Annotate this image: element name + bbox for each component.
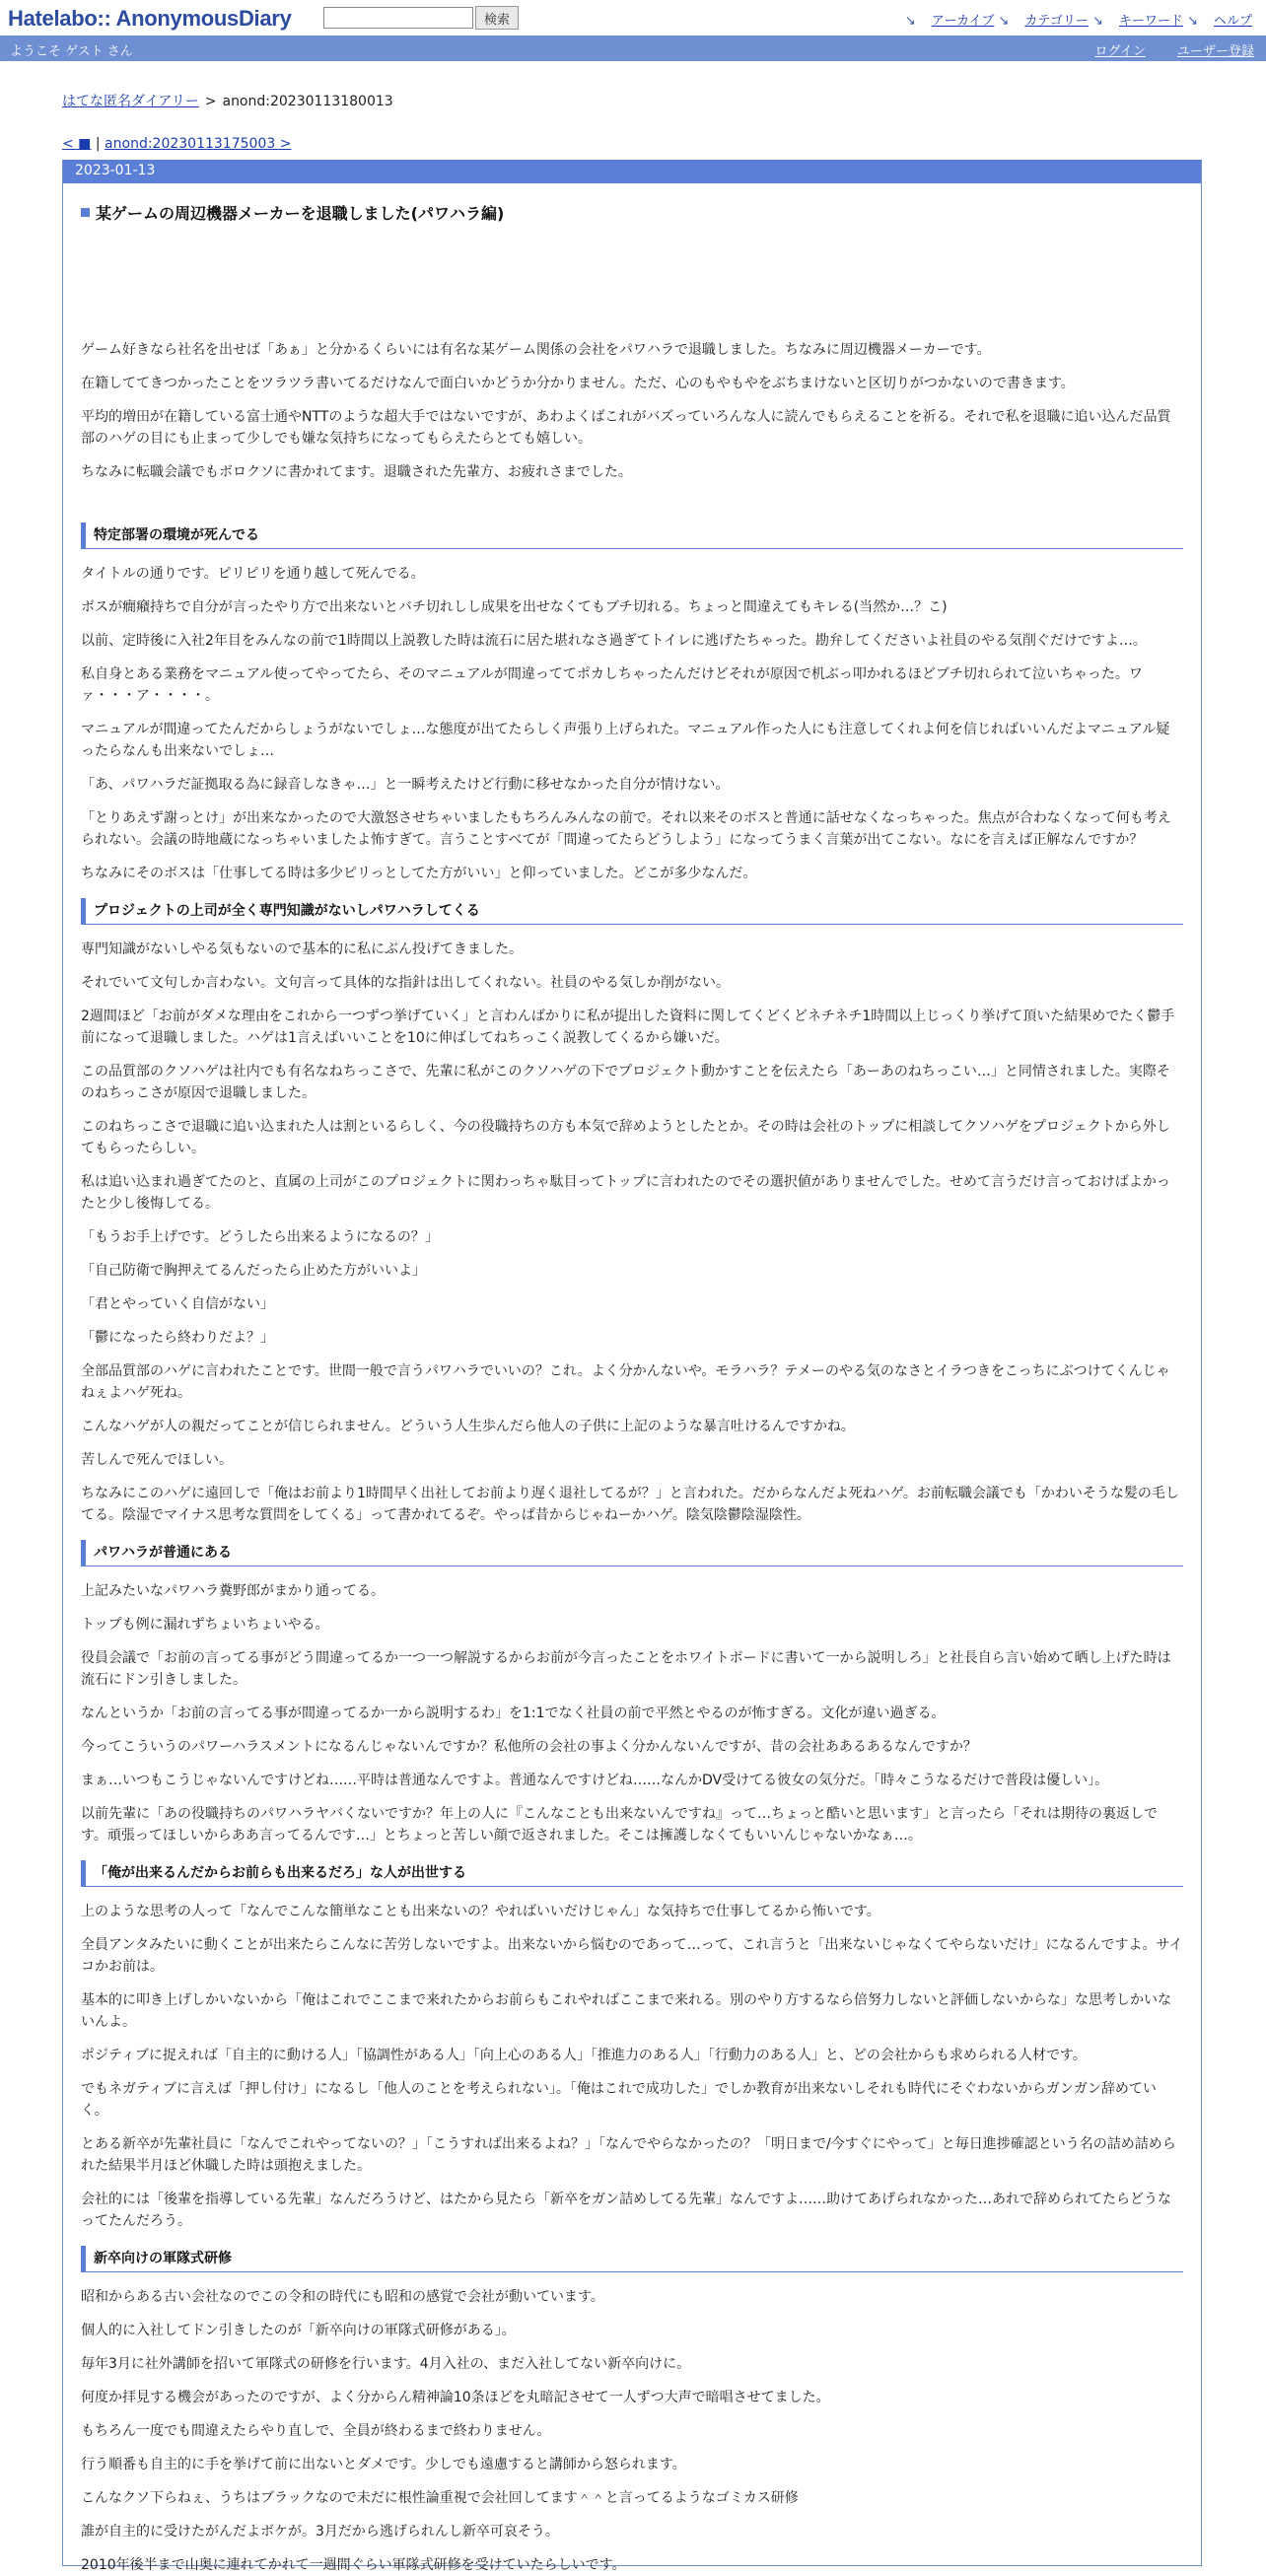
body-paragraph: 「もうお手上げです。どうしたら出来るようになるの？」 (81, 1229, 439, 1245)
body-paragraph: 誰が自主的に受けたがんだよボケが。3月だから逃げられんし新卒可哀そう。 (81, 2524, 559, 2540)
body-paragraph: 「君とやっていく自信がない」 (81, 1296, 274, 1312)
body-paragraph: それでいて文句しか言わない。文句言って具体的な指針は出してくれない。社員のやる気しか削がない。 (81, 975, 730, 991)
body-paragraph: 専門知識がないしやる気もないので基本的に私にぶん投げてきました。 (81, 941, 523, 957)
entry-title (81, 201, 1183, 224)
prev-entry-link[interactable]: < ■ (62, 136, 92, 152)
search-button[interactable]: 検索 (475, 6, 519, 30)
body-paragraph: タイトルの通りです。ピリピリを通り越して死んでる。 (81, 566, 425, 582)
body-paragraph: 何度か拝見する機会があったのですが、よく分からん精神論10条ほどを丸暗記させて一人ずつ大声で暗唱させてました。 (81, 2390, 830, 2405)
body-paragraph: こんなハゲが人の親だってことが信じられません。どういう人生歩んだら他人の子供に上記のような暴言吐けるんですかね。 (81, 1419, 855, 1434)
intro-paragraph: 在籍しててきつかったことをツラツラ書いてるだけなんで面白いかどうか分かりません。ただ、心のもやもやをぶちまけないと区切りがつかないので書きます。 (81, 376, 1075, 391)
body-paragraph: 2010年後半まで山奥に連れてかれて一週間ぐらい軍隊式研修を受けていたらしいです。 (81, 2557, 626, 2573)
body-paragraph: 以前、定時後に入社2年目をみんなの前で1時間以上説教した時は流石に居た堪れなさ過ぎてトイレに逃げたちゃった。勘弁してくださいよ社員のやる気削ぐだけですよ…。 (81, 633, 1147, 649)
body-paragraph: 昭和からある古い会社なのでこの令和の時代にも昭和の感覚で会社が動いています。 (81, 2289, 604, 2305)
title-square-icon[interactable] (81, 208, 90, 217)
body-paragraph: 「自己防衛で胸押えてるんだったら止めた方がいいよ」 (81, 1263, 426, 1279)
body-paragraph: 私は追い込まれ過ぎてたのと、直属の上司がこのプロジェクトに関わっちゃ駄目ってトップに言われたのでその選択値がありませんでした。せめて言うだけ言っておけばよかったと少し後悔してる。 (81, 1174, 1170, 1212)
register-link[interactable]: ユーザー登録 (1176, 44, 1254, 59)
next-entry-link[interactable]: anond:20230113175003 > (105, 136, 292, 152)
entry-title-text: 某ゲームの周辺機器メーカーを退職しました(パワハラ編) (96, 204, 505, 223)
section-heading: 特定部署の環境が死んでる (81, 522, 1183, 549)
breadcrumb (62, 91, 1266, 110)
site-logo[interactable]: Hatelabo:: AnonymousDiary (8, 6, 292, 31)
body-paragraph: 会社的には「後輩を指導している先輩」なんだろうけど、はたから見たら「新卒をガン詰めしてる先輩」なんですよ……助けてあげられなかった…あれで辞められてたらどうなってたんだろう。 (81, 2192, 1171, 2229)
body-paragraph: 毎年3月に社外講師を招いて軍隊式の研修を行います。4月入社の、まだ入社してない新卒向けに。 (81, 2356, 691, 2372)
global-header (0, 0, 1266, 35)
login-link[interactable]: ログイン (1094, 44, 1146, 59)
link-arrow-icon: ↘ (998, 14, 1010, 29)
body-paragraph: 私自身とある業務をマニュアル使ってやってたら、そのマニュアルが間違っててポカしちゃったんだけどそれが原因で机ぶっ叩かれるほどブチ切れられて泣いちゃった。ワァ・・・ア・・・・。 (81, 666, 1143, 704)
body-paragraph: まぁ…いつもこうじゃないんですけどね……平時は普通なんですよ。普通なんですけどね……なんかDV受けてる彼女の気分だ。「時々こうなるだけで普段は優しい」。 (81, 1773, 1109, 1788)
entry-section (62, 160, 1202, 2573)
breadcrumb-current: anond:20230113180013 (222, 94, 393, 109)
pager (62, 136, 1266, 152)
body-paragraph: 全部品質部のハゲに言われたことです。世間一般で言うパワハラでいいの？これ。よく分かんないや。モラハラ？テメーのやる気のなさとイラつきをこっちにぶつけてくんじゃねぇよハゲ死ね。 (81, 1363, 1170, 1401)
body-paragraph: 今ってこういうのパワーハラスメントになるんじゃないんですか？私他所の会社の事よく分かんないんですが、昔の会社ああるあるなんですか？ (81, 1739, 977, 1755)
section-heading: 新卒向けの軍隊式研修 (81, 2246, 1183, 2272)
top-nav (905, 10, 1252, 29)
category-link[interactable]: カテゴリー (1024, 14, 1089, 29)
body-paragraph: でもネガティブに言えば「押し付け」になるし「他人のことを考えられない」。「俺はこれで成功した」でしか教育が出来ないしそれも時代にそぐわないからガンガン辞めていく。 (81, 2081, 1157, 2119)
intro-paragraph: 平均的増田が在籍している富士通やNTTのような超大手ではないですが、あわよくばこれがバズっていろんな人に読んでもらえることを祈る。それで私を退職に追い込んだ品質部のハゲの目にも止まって少しでも嫌な気持ちになってもらえたらとても嬉しい。 (81, 409, 1171, 447)
archive-link[interactable]: アーカイブ (931, 14, 995, 29)
body-paragraph: 上記みたいなパワハラ糞野郎がまかり通ってる。 (81, 1583, 385, 1599)
body-paragraph: このねちっこさで退職に追い込まれた人は割といるらしく、今の役職持ちの方も本気で辞めようとしたとか。その時は会社のトップに相談してクソハゲをプロジェクトから外してもらったらしい。 (81, 1119, 1170, 1156)
keyword-link[interactable]: キーワード (1118, 14, 1183, 29)
pager-divider: | (95, 136, 101, 152)
intro-paragraph: ゲーム好きなら社名を出せば「あぁ」と分かるくらいには有名な某ゲーム関係の会社をパワハラで退職しました。ちなみに周辺機器メーカーです。 (81, 342, 991, 358)
body-paragraph: 個人的に入社してドン引きしたのが「新卒向けの軍隊式研修がある」。 (81, 2323, 516, 2338)
section-heading: 「俺が出来るんだからお前らも出来るだろ」な人が出世する (81, 1860, 1183, 1887)
body-paragraph: 「鬱になったら終わりだよ？」 (81, 1330, 274, 1346)
user-bar (0, 35, 1266, 61)
body-paragraph: 以前先輩に「あの役職持ちのパワハラヤバくないですか？年上の人に『こんなことも出来ないんですね』って…ちょっと酷いと思います」と言ったら「それは期待の裏返しです。頑張ってほしいからああ言ってるんです…」とちょっと苦しい顔で返されました。そこは擁護しなくてもいいんじゃないかなぁ…。 (81, 1806, 1158, 1844)
breadcrumb-separator: > (204, 94, 217, 109)
body-paragraph: ボスが癇癪持ちで自分が言ったやり方で出来ないとバチ切れしし成果を出せなくてもブチ切れる。ちょっと間違えてもキレる(当然か…？こ) (81, 599, 948, 615)
link-arrow-icon: ↘ (1092, 14, 1103, 29)
body-paragraph: 上のような思考の人って「なんでこんな簡単なことも出来ないの？やればいいだけじゃん」な気持ちで仕事してるから怖いです。 (81, 1904, 880, 1919)
body-paragraph: トップも例に漏れずちょいちょいやる。 (81, 1617, 329, 1633)
entry-intro (81, 339, 1183, 483)
body-paragraph: なんというか「お前の言ってる事が間違ってるか一から説明するわ」を1:1でなく社員の前で平然とやるのが怖すぎる。文化が違い過ぎる。 (81, 1706, 946, 1721)
help-link[interactable]: ヘルプ (1213, 14, 1252, 29)
section-heading: パワハラが普通にある (81, 1540, 1183, 1566)
body-paragraph: ちなみにこのハゲに遠回しで「俺はお前より1時間早く出社してお前より遅く退社してるが？」と言われた。だからなんだよ死ねハゲ。お前転職会議でも「かわいそうな髪の毛してる。陰湿でマイナス思考な質問をしてくる」って書かれてるぞ。やっぱ昔からじゃねーかハゲ。陰気陰鬱陰湿陰性。 (81, 1486, 1179, 1523)
body-paragraph: とある新卒が先輩社員に「なんでこれやってないの？」「こうすれば出来るよね？」「なんでやらなかったの？「明日まで/今すぐにやって」と毎日進捗確認という名の詰め詰められた結果半月ほど休職した時は頭抱えました。 (81, 2136, 1176, 2174)
entry-date: 2023-01-13 (63, 160, 1201, 183)
intro-paragraph: ちなみに転職会議でもボロクソに書かれてます。退職された先輩方、お疲れさまでした。 (81, 464, 632, 480)
body-paragraph: マニュアルが間違ってたんだからしょうがないでしょ…な態度が出てたらしく声張り上げられた。マニュアル作った人にも注意してくれよ何を信じればいいんだよマニュアル疑ったらなんも出来ないでしょ… (81, 722, 1170, 759)
body-paragraph: この品質部のクソハゲは社内でも有名なねちっこさで、先輩に私がこのクソハゲの下でプロジェクト動かすことを伝えたら「あーあのねちっこい…」と同情されました。実際そのねちっこさが原因で退職しました。 (81, 1064, 1170, 1101)
link-arrow-icon: ↘ (904, 14, 916, 29)
welcome-text: ようこそ ゲスト さん (10, 44, 133, 59)
body-paragraph: 苦しんで死んでほしい。 (81, 1452, 233, 1468)
body-paragraph: 基本的に叩き上げしかいないから「俺はこれでここまで来れたからお前らもこれやればここまで来れる。別のやり方するなら倍努力しないと評価しないからな」な思考しかいないんよ。 (81, 1992, 1171, 2030)
section-heading: プロジェクトの上司が全く専門知識がないしパワハラしてくる (81, 898, 1183, 925)
body-paragraph: 2週間ほど「お前がダメな理由をこれから一つずつ挙げていく」と言わんばかりに私が提出した資料に関してくどくどネチネチ1時間以上じっくり挙げて頂いた結果めでたく鬱手前になって退職しました。ハゲは1言えばいいことを10に伸ばしてねちっこく説教してくるから嫌いだ。 (81, 1009, 1175, 1046)
body-paragraph: 全員アンタみたいに動くことが出来たらこんなに苦労しないですよ。出来ないから悩むのであって…って、これ言うと「出来ないじゃなくてやらないだけ」になるんですよ。サイコかお前は。 (81, 1937, 1183, 1975)
body-paragraph: 「とりあえず謝っとけ」が出来なかったので大激怒させちゃいましたもちろんみんなの前で。それ以来そのボスと普通に話せなくなっちゃった。焦点が合わなくなって何も考えられない。会議の時地蔵になっちゃいましたよ怖すぎて。言うことすべてが「間違ってたらどうしよう」になってうまく言葉が出てこない。なにを言えば正解なんですか？ (81, 810, 1171, 848)
body-paragraph: ちなみにそのボスは「仕事してる時は多少ピリっとしてた方がいい」と仰っていました。どこが多少なんだ。 (81, 866, 757, 881)
link-arrow-icon: ↘ (1187, 14, 1198, 29)
body-paragraph: 「あ、パワハラだ証拠取る為に録音しなきゃ…」と一瞬考えたけど行動に移せなかった自分が情けない。 (81, 777, 730, 793)
body-paragraph: 役員会議で「お前の言ってる事がどう間違ってるか一つ一つ解説するからお前が今言ったことをホワイトボードに書いて一から説明しろ」と社長自ら言い始めて晒し上げた時は流石にドン引きしました。 (81, 1650, 1171, 1688)
body-paragraph: ポジティブに捉えれば「自主的に動ける人」「協調性がある人」「向上心のある人」「推進力のある人」「行動力のある人」と、どの会社からも求められる人材です。 (81, 2048, 1087, 2063)
body-paragraph: 行う順番も自主的に手を挙げて前に出ないとダメです。少しでも遠慮すると講師から怒られます。 (81, 2457, 686, 2472)
body-paragraph: もちろん一度でも間違えたらやり直しで、全員が終わるまで終わりません。 (81, 2423, 551, 2439)
breadcrumb-home-link[interactable]: はてな匿名ダイアリー (62, 94, 199, 109)
search-input[interactable] (323, 7, 473, 29)
body-paragraph: こんなクソ下らねぇ、うちはブラックなので未だに根性論重視で会社回してます＾＾と言ってるようなゴミカス研修 (81, 2490, 799, 2506)
